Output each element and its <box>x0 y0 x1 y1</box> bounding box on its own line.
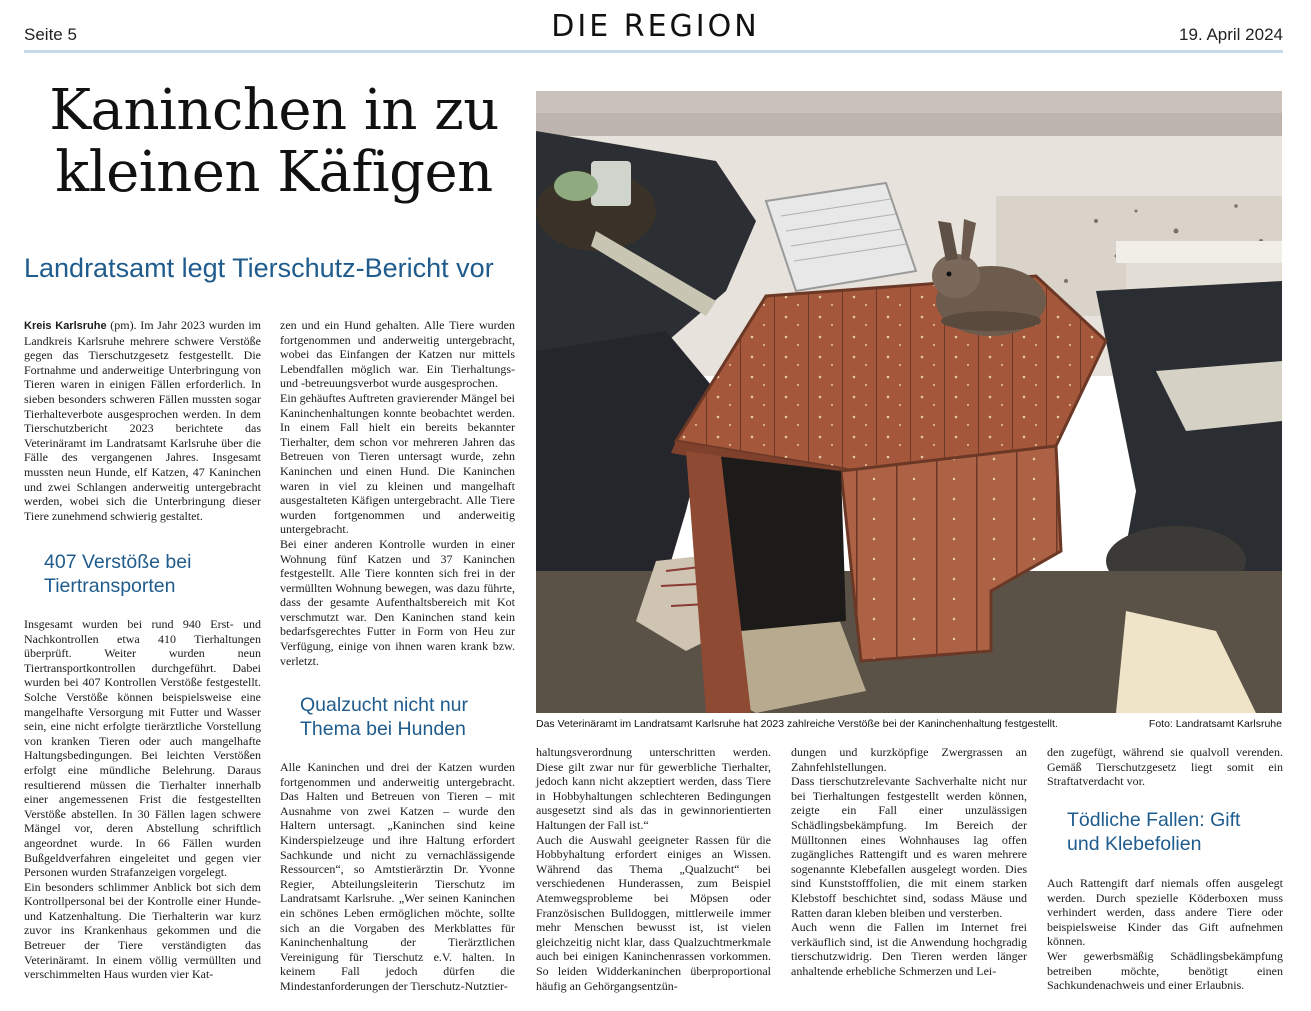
dateline: Kreis Karlsruhe <box>24 320 107 332</box>
paragraph: Dass tierschutzrelevante Sachverhalte nicht nur bei Tierhaltungen festgestellt werden können, zeigte ein Fall einer unzulässigen Schädlingsbekämpfung. Im Bereich der Mülltonnen eines Wohnhauses lag offen zugängliches Rattengift und es waren mehrere sogenannte Klebefallen ausgelegt worden. Dies sind Kunststofffolien, die mit einem starken Klebstoff beschichtet sind, sodass Mäuse und Ratten daran kleben bleiben und versterben. <box>791 774 1027 920</box>
subheadline: Landratsamt legt Tierschutz-Bericht vor <box>24 253 494 283</box>
subtitle-qualzucht: Qualzucht nicht nur Thema bei Hunden <box>300 694 469 740</box>
photo-caption: Das Veterinäramt im Landratsamt Karlsruhe hat 2023 zahlreiche Verstöße bei der Kaninchenhaltung festgestellt. <box>536 718 1058 730</box>
paragraph: Alle Kaninchen und drei der Katzen wurden fortgenommen und anderweitig untergebracht. Das Halten und Betreuen von Tieren – mit Ausnahme von zwei Katzen – wurde den Haltern untersagt. „Kaninchen sind keine Kinderspielzeuge und ihre Haltung erfordert Sachkunde und nicht zu vernachlässigende Ressourcen“, so Amtstierärztin Dr. Yvonne Regier, Abteilungsleiterin Tierschutz im Landratsamt Karlsruhe. „Wer seinen Kaninchen ein schönes Leben ermöglichen möchte, sollte sich an die Vorgaben des Merkblattes für Kaninchenhaltung der Tierärztlichen Vereinigung für Tierschutz e.V. halten. In keinem Fall jedoch dürfen die Mindestanforderungen der Tierschutz-Nutztier- <box>280 760 515 993</box>
subtitle-fallen: Tödliche Fallen: Gift und Klebefolien <box>1067 809 1241 855</box>
headline: Kaninchen in zu kleinen Käfigen <box>49 78 499 205</box>
paragraph: Insgesamt wurden bei rund 940 Erst- und Nachkontrollen etwa 410 Tierhaltungen überprüft. Weiter wurden neun Tiertransportkontrollen durchgeführt. Dabei wurden bei 407 Kontrollen Verstöße festgestellt. Solche Verstöße können beispielsweise eine mangelhafte Versorgung mit Futter und Wasser sein, eine nicht erfolgte tierärztliche Vorstellung von kranken Tieren oder auch mangelhafte Haltungsbedingungen. Bei leichten Verstößen erfolgt eine mündliche Belehrung. Daraus resultierend müssen die Tierhalter innerhalb einer angemessenen Frist die festgestellten Verstöße abstellen. In 30 Fällen lagen schwere Mängel vor, deren Abstellung schriftlich angeordnet wurde. In 66 Fällen wurden Bußgeldverfahren eingeleitet und gegen vier Personen wurden Strafanzeigen vorgelegt. <box>24 617 261 880</box>
paragraph: Ein besonders schlimmer Anblick bot sich dem Kontrollpersonal bei der Kontrolle einer Hunde- und Katzenhaltung. Die Tierhalterin war kurz zuvor ins Krankenhaus gekommen und die Betreuer der Tiere verständigten das Veterinäramt. In einem völlig vermüllten und verschimmelten Haus wurden vier Kat- <box>24 879 261 982</box>
paragraph: Ein gehäuftes Auftreten gravierender Mängel bei Kaninchenhaltungen konnte beobachtet werden. In einem Fall hielt ein bereits bekannter Tierhalter, dem schon vor mehreren Jahren das Betreuen von Tieren untersagt wurde, zehn Kaninchen und einen Hund. Die Kaninchen waren in viel zu kleinen und mangelhaft ausgestalteten Käfigen untergebracht. Alle Tiere wurden fortgenommen und anderweitig untergebracht. <box>280 390 515 537</box>
column-1-bottom <box>24 617 261 982</box>
intro-text: (pm). Im Jahr 2023 wurden im Landkreis Karlsruhe mehrere schwere Verstöße gegen das Tierschutzgesetz festgestellt. Die Fortnahme und anderweitige Unterbringung von Tieren waren in einigen Fällen erforderlich. In sieben besonders schweren Fällen mussten sogar Tierhalteverbote ausgesprochen werden. In dem Tierschutzbericht 2023 berichtete das Veterinäramt im Landratsamt Karlsruhe über die Fälle des vergangenen Jahres. Insgesamt mussten neun Hunde, elf Katzen, 47 Kaninchen und zwei Schlangen anderweitig untergebracht werden, wobei sich die Unterbringung dieser Tiere zunehmend schwierig gestaltet. <box>24 318 261 523</box>
paragraph: den zugefügt, während sie qualvoll verenden. Gemäß Tierschutzgesetz liegt somit ein Straftatverdacht vor. <box>1047 745 1283 789</box>
paragraph: Wer gewerbsmäßig Schädlingsbekämpfung betreiben möchte, benötigt einen Sachkundenachweis und einer Erlaubnis. <box>1047 948 1283 993</box>
paragraph: Bei einer anderen Kontrolle wurden in einer Wohnung fünf Katzen und 37 Kaninchen festgestellt. Alle Tiere konnten sich frei in der vermüllten Wohnung bewegen, was dazu führte, dass der gesamte Aufenthaltsbereich mit Kot verschmutzt war. Den Kaninchen stand kein bedarfsgerechtes Futter in Form von Heu zur Verfügung, einige von ihnen waren krank bzw. verletzt. <box>280 536 515 668</box>
paragraph: Auch wenn die Fallen im Internet frei verkäuflich sind, ist die Anwendung hochgradig tierschutzwidrig. Den Tieren werden länger anhaltende erhebliche Schmerzen und Lei- <box>791 920 1027 978</box>
column-4 <box>791 745 1027 979</box>
column-3 <box>536 745 771 993</box>
paragraph <box>24 318 261 523</box>
article-photo <box>536 91 1282 713</box>
photo-credit: Foto: Landratsamt Karlsruhe <box>1148 718 1282 730</box>
paragraph: Auch Rattengift darf niemals offen ausgelegt werden. Durch spezielle Köderboxen muss verhindert werden, dass andere Tiere oder beispielsweise Kinder das Gift aufnehmen können. <box>1047 876 1283 949</box>
column-2-top <box>280 318 515 668</box>
page-number: Seite 5 <box>24 25 77 44</box>
paragraph: dungen und kurzköpfige Zwergrassen an Zahnfehlstellungen. <box>791 745 1027 774</box>
column-5-top <box>1047 745 1283 789</box>
paragraph: zen und ein Hund gehalten. Alle Tiere wurden fortgenommen und anderweitig untergebracht, wobei das Einfangen der Katzen nur mittels Lebendfallen möglich war. Ein Tierhaltungs- und -betreuungsverbot wurde ausgesprochen. <box>280 318 515 391</box>
column-5-bottom <box>1047 876 1283 993</box>
column-1-top <box>24 318 261 523</box>
issue-date: 19. April 2024 <box>1179 25 1283 44</box>
rabbit-hutch-image <box>536 91 1282 713</box>
masthead-rule <box>24 50 1283 53</box>
paragraph: Auch die Auswahl geeigneter Rassen für die Hobbyhaltung erfordert einiges an Wissen. Während das Thema „Qualzucht“ bei verschiedenen Hunderassen, zum Beispiel Atemwegsprobleme bei Möpsen oder Französischen Bulldoggen, mittlerweile immer mehr Menschen bewusst ist, ist vielen gleichzeitig nicht klar, dass Qualzuchtmerkmale auch bei einigen Kaninchenrassen vorkommen. So leiden Widderkaninchen überproportional häufig an Gehörgangsentzün- <box>536 832 771 993</box>
subtitle-transport: 407 Verstöße bei Tiertransporten <box>44 551 192 597</box>
section-title: DIE REGION <box>551 9 760 44</box>
column-2-bottom <box>280 760 515 994</box>
paragraph: haltungsverordnung unterschritten werden. Diese gilt zwar nur für gewerbliche Tierhalter, jedoch kann nicht akzeptiert werden, dass Tiere in Hobbyhaltungen schlechteren Bedingungen ausgesetzt sind als das in gewinnorientierten Haltungen der Fall ist.“ <box>536 745 771 832</box>
